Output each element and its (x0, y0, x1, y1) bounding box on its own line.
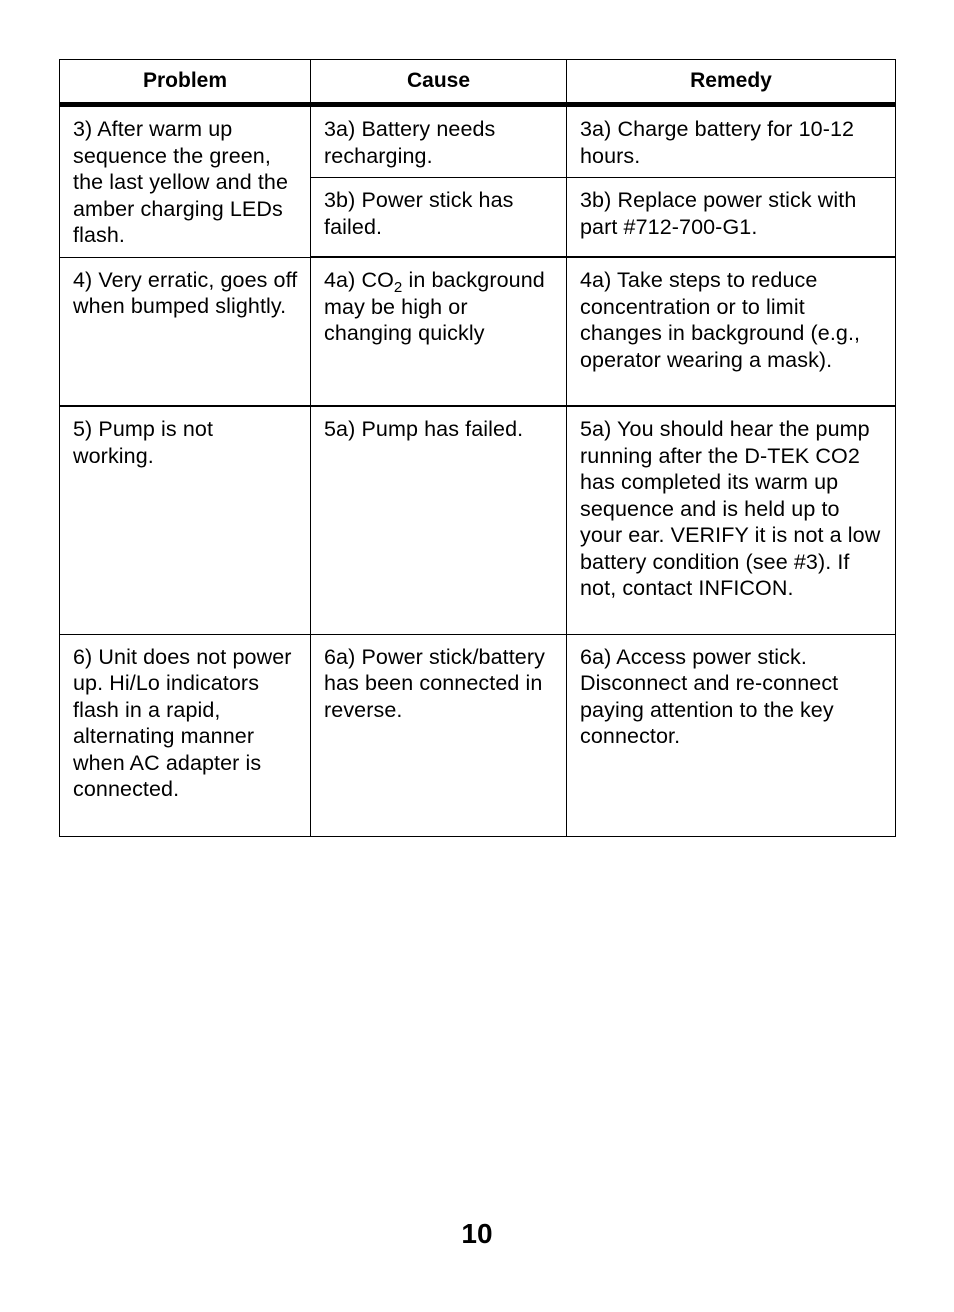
table-row (60, 406, 896, 634)
table-row (60, 634, 896, 836)
cause-cell-6a: 6a) Power stick/battery has been connected in reverse. (311, 634, 567, 836)
header-row (60, 60, 896, 105)
cause-cell-3a: 3a) Battery needs recharging. (311, 105, 567, 178)
cause-4a-suffix: in background may be high or changing quickly (324, 268, 545, 345)
cause-cell-3b: 3b) Power stick has failed. (311, 178, 567, 257)
table-header (60, 60, 896, 105)
problem-cell-4: 4) Very erratic, goes off when bumped slightly. (60, 257, 311, 406)
remedy-cell-6a: 6a) Access power stick. Disconnect and re-connect paying attention to the key connector. (567, 634, 896, 836)
remedy-cell-5a: 5a) You should hear the pump running after the D-TEK CO2 has completed its warm up sequence and is held up to your ear. VERIFY it is not a low battery condition (see #3). If not, contact INFICON. (567, 406, 896, 634)
problem-cell-5: 5) Pump is not working. (60, 406, 311, 634)
troubleshooting-table-container (59, 59, 895, 837)
remedy-cell-3b: 3b) Replace power stick with part #712-700-G1. (567, 178, 896, 257)
table-row (60, 257, 896, 406)
cause-cell-4a (311, 257, 567, 406)
remedy-cell-3a: 3a) Charge battery for 10-12 hours. (567, 105, 896, 178)
problem-cell-3: 3) After warm up sequence the green, the last yellow and the amber charging LEDs flash. (60, 105, 311, 258)
page-number: 10 (461, 1218, 493, 1249)
remedy-cell-4a: 4a) Take steps to reduce concentration or to limit changes in background (e.g., operator wearing a mask). (567, 257, 896, 406)
co2-subscript: 2 (393, 279, 403, 296)
problem-cell-6: 6) Unit does not power up. Hi/Lo indicators flash in a rapid, alternating manner when AC adapter is connected. (60, 634, 311, 836)
header-remedy: Remedy (567, 60, 896, 105)
cause-4a-prefix: 4a) CO (324, 268, 394, 292)
header-cause: Cause (311, 60, 567, 105)
header-problem: Problem (60, 60, 311, 105)
table-body (60, 105, 896, 837)
troubleshooting-table (59, 59, 896, 837)
table-row (60, 105, 896, 178)
cause-cell-5a: 5a) Pump has failed. (311, 406, 567, 634)
